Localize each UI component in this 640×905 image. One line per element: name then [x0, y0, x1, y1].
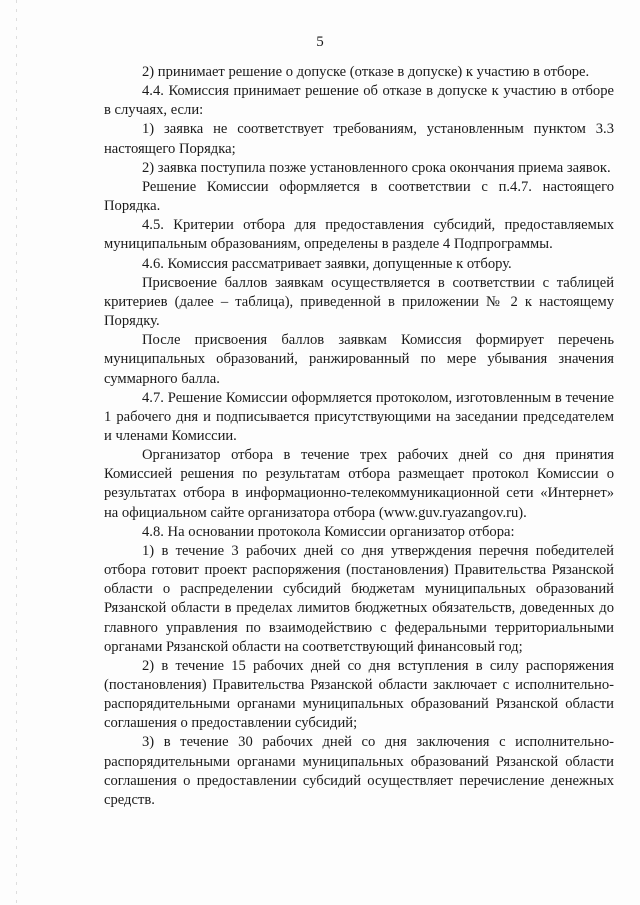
paragraph-publication: Организатор отбора в течение трех рабочих дней со дня принятия Комиссией решения по результатам отбора размещает протокол Комиссии о результатах отбора в информационно-телекоммуникационной сети «Интернет» на официальном сайте организатора отбора (www.guv.ryazangov.ru). [104, 447, 614, 521]
paragraph-decision-formalized: Решение Комиссии оформляется в соответствии с п.4.7. настоящего Порядка. [104, 178, 614, 215]
paragraph-4-5: 4.5. Критерии отбора для предоставления субсидий, предоставляемых муниципальным образованиям, определены в разделе 4 Подпрограммы. [104, 217, 614, 253]
paragraph-4-4: 4.4. Комиссия принимает решение об отказе в допуске к участию в отборе в случаях, если: [104, 83, 614, 119]
paragraph-item-2-decision: 2) принимает решение о допуске (отказе в допуске) к участию в отборе. [142, 64, 590, 80]
scan-edge-artifact [16, 0, 17, 905]
paragraph-4-8-item-2: 2) в течение 15 рабочих дней со дня вступления в силу распоряжения (постановления) Правительства Рязанской области заключает с исполнительно-распорядительными органами муниципальных образований Рязанской области соглашения о предоставлении субсидий; [104, 657, 614, 732]
paragraph-4-8: 4.8. На основании протокола Комиссии организатор отбора: [142, 523, 515, 540]
page-number: 5 [316, 34, 324, 50]
paragraph-4-4-item-1: 1) заявка не соответствует требованиям, установленным пунктом 3.3 настоящего Порядка; [104, 121, 614, 157]
document-body [104, 63, 614, 810]
paragraph-4-8-item-1: 1) в течение 3 рабочих дней со дня утверждения перечня победителей отбора готовит проект распоряжения (постановления) Правительства Рязанской области о распределении субсидий бюджетам муниципальных образований Рязанской области в пределах лимитов бюджетных обязательств, доведенных до главного управления по взаимодействию с федеральными территориальными органами Рязанской области на соответствующий финансовый год; [104, 542, 614, 655]
paragraph-ranking: После присвоения баллов заявкам Комиссия формирует перечень муниципальных образований, ранжированный по мере убывания значения суммарного балла. [104, 332, 614, 387]
paragraph-4-4-item-2: 2) заявка поступила позже установленного срока окончания приема заявок. [142, 159, 611, 176]
paragraph-4-7: 4.7. Решение Комиссии оформляется протоколом, изготовленным в течение 1 рабочего дня и подписывается присутствующими на заседании председателем и членами Комиссии. [104, 389, 614, 444]
paragraph-scoring: Присвоение баллов заявкам осуществляется в соответствии с таблицей критериев (далее – таблица), приведенной в приложении № 2 к настоящему Порядку. [104, 274, 614, 330]
paragraph-4-8-item-3: 3) в течение 30 рабочих дней со дня заключения с исполнительно-распорядительными органами муниципальных образований Рязанской области соглашения о предоставлении субсидий осуществляет перечисление денежных средств. [104, 734, 614, 808]
paragraph-4-6: 4.6. Комиссия рассматривает заявки, допущенные к отбору. [142, 255, 512, 272]
